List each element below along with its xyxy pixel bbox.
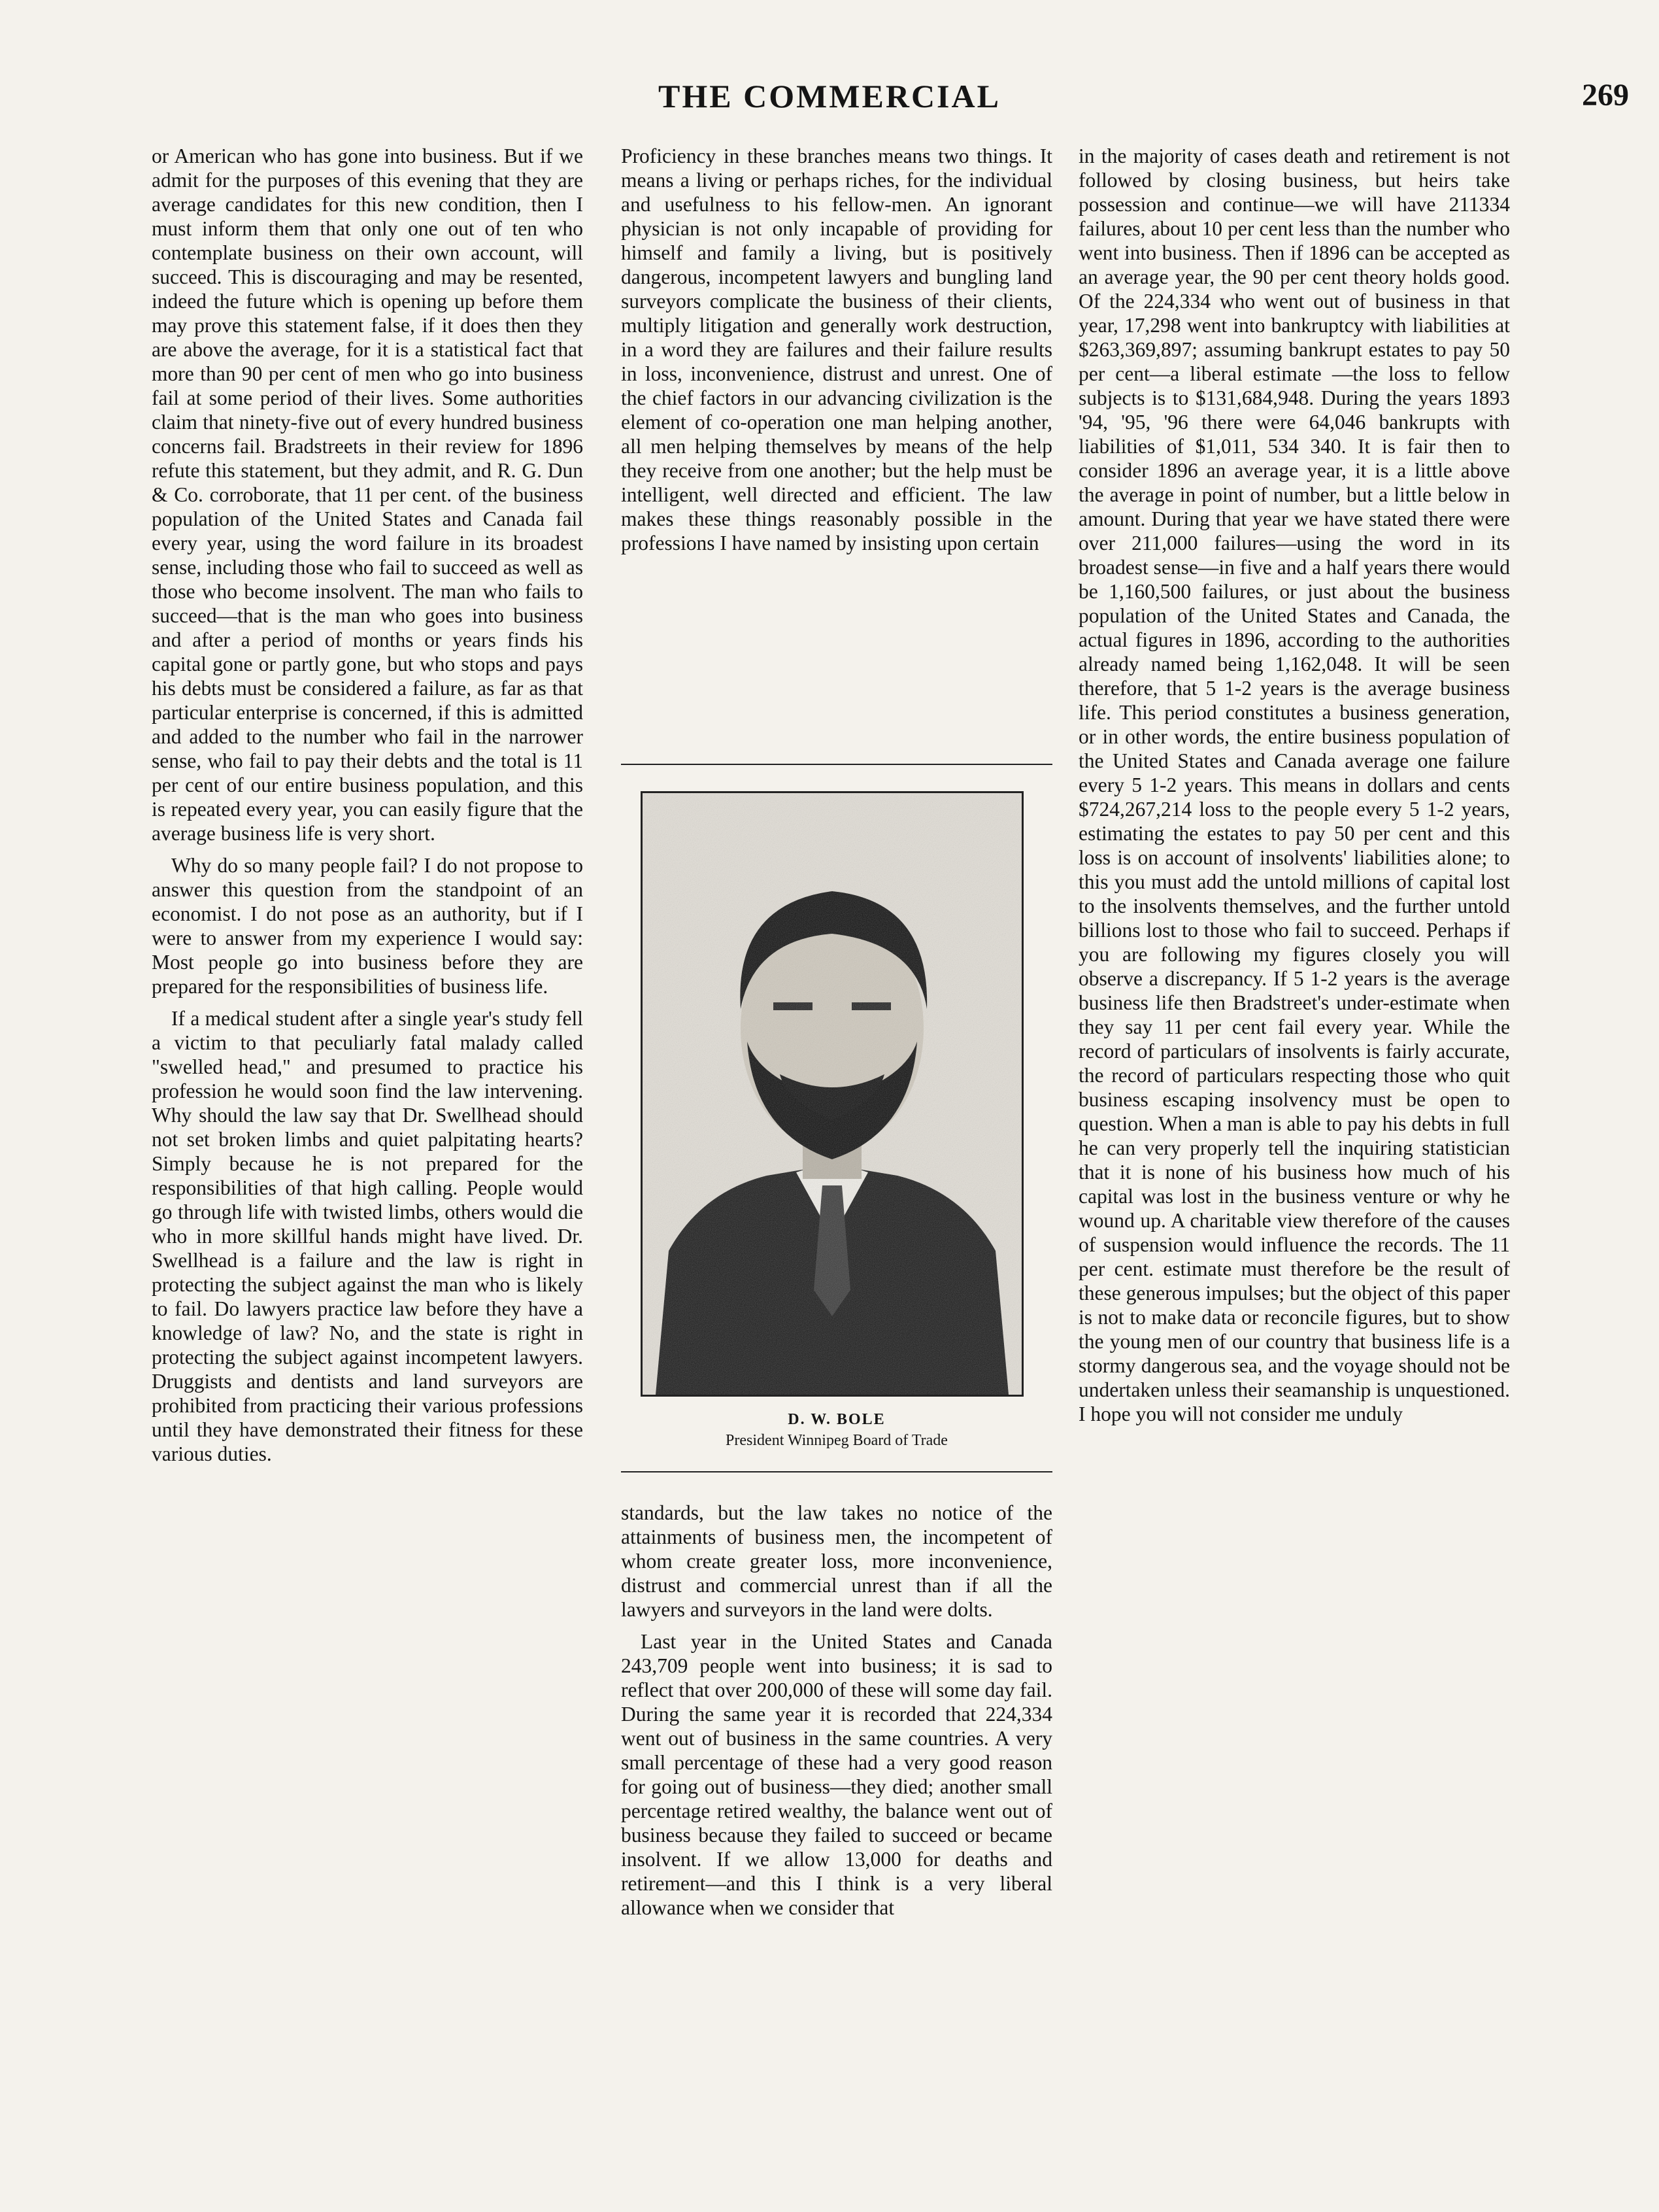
paragraph: Last year in the United States and Canada 243,709 people went into business; it is sad to reflect that over 200,000 of these will some day fail. During the same year it is recorded that 224,334 went out of business in the same countries. A very small percentage of these had a very good reason for going out of business—they died; another small percentage retired wealthy, the balance went out of business because they failed to succeed or became insolvent. If we allow 13,000 for deaths and retirement—and this I think is a very liberal allowance when we consider that xyxy=(621,1630,1052,1919)
paragraph: in the majority of cases death and retirement is not followed by closing business, but heirs take possession and continue—we will have 211334 failures, about 10 per cent less than the number who went into business. Then if 1896 can be accepted as an average year, the 90 per cent theory holds good. Of the 224,334 who went out of business in that year, 17,298 went into bankruptcy with liabilities at $263,369,897; assuming bankrupt estates to pay 50 per cent—a liberal estimate —the loss to fellow subjects is to $131,684,948. During the years 1893 '94, '95, '96 there were 64,046 bankrupts with liabilities of $1,011, 534 340. It is fair then to consider 1896 an average year, it is a little above the average in point of number, but a little below in amount. During that year we have stated there were over 211,000 failures—using the word in its broadest sense—in five and a half years there would be 1,160,500 failures, or just about the business population of the United States and Canada, the actual figures in 1896, according to the authorities already named being 1,162,048. It will be seen therefore, that 5 1-2 years is the average business life. This period constitutes a business generation, or in other words, the entire business population of the United States and Canada average one failure every 5 1-2 years. This means in dollars and cents $724,267,214 loss to the people every 5 1-2 years, estimating the estates to pay 50 per cent and this loss is on account of insolvents' liabilities alone; to this you must add the untold millions of capital lost to the insolvents themselves, and the further untold billions lost to those who fail to succeed. Perhaps if you are following my figures closely you will observe a discrepancy. If 5 1-2 years is the average business life then Bradstreet's under-estimate when they say 11 per cent fail every year. While the record of particulars of insolvents is fairly accurate, the record of particulars respecting those who quit business escaping insolvency must be open to question. When a man is able to pay his debts in full he can very properly tell the inquiring statistician that it is none of his business how much of his capital was lost in the business venture or why he wound up. A charitable view therefore of the causes of suspension would influence the records. The 11 per cent. estimate must therefore be the result of these generous impulses; but the object of this paper is not to make data or reconcile figures, but to show the young men of our country that business life is a stormy dangerous sea, and the voyage should not be undertaken unless their seamanship is unquestioned. I hope you will not consider me unduly xyxy=(1079,145,1510,1425)
paragraph: or American who has gone into business. But if we admit for the purposes of this evening that they are average candidates for this new condition, then I must inform them that only one out of ten who contemplate business on their own account, will succeed. This is discouraging and may be resented, indeed the future which is opening up before them may prove this statement false, if it does then they are above the average, for it is a statistical fact that more than 90 per cent of men who go into business fail at some period of their lives. Some authorities claim that ninety-five out of every hundred business concerns fail. Bradstreets in their review for 1896 refute this statement, but they admit, and R. G. Dun & Co. corroborate, that 11 per cent. of the business population of the United States and Canada fail every year, using the word failure in its broadest sense, including those who fail to succeed as well as those who become insolvent. The man who fails to succeed—that is the man who goes into business and after a period of months or years finds his capital gone or partly gone, but who stops and pays his debts must be considered a failure, as far as that particular enterprise is concerned, if this is admitted and added to the number who fail in the narrower sense, who fail to pay their debts and the total is 11 per cent of our entire business population, and this is repeated every year, you can easily figure that the average business life is very short. xyxy=(152,145,583,845)
divider-rule xyxy=(621,764,1052,765)
portrait-photo xyxy=(641,791,1024,1397)
column-1 xyxy=(152,144,583,1474)
divider-rule xyxy=(621,1471,1052,1472)
photo-caption xyxy=(621,1409,1052,1451)
page-number: 269 xyxy=(1582,78,1629,112)
column-2-top-text xyxy=(621,144,1052,563)
paragraph: If a medical student after a single year's study fell a victim to that peculiarly fatal malady called "swelled head," and presumed to practice his profession he would soon find the law intervening. Why should the law say that Dr. Swellhead should not set broken limbs and quiet palpitating hearts? Simply because he is not prepared for the responsibilities of that high calling. People would go through life with twisted limbs, others would die who in more skillful hands might have lived. Dr. Swellhead is a failure and the law is right in protecting the subject against the man who is likely to fail. Do lawyers practice law before they have a knowledge of law? No, and the state is right in protecting the subject against incompetent lawyers. Druggists and dentists and land surveyors are prohibited from practicing their various professions until they have demonstrated their fitness for these various duties. xyxy=(152,1007,583,1465)
column-3 xyxy=(1079,144,1510,1434)
publication-title: THE COMMERCIAL xyxy=(658,78,1001,114)
paragraph: Why do so many people fail? I do not propose to answer this question from the standpoint of an economist. I do not pose as an authority, but if I were to answer from my experience I would say: Most people go into business before they are prepared for the responsibilities of business life. xyxy=(152,854,583,998)
column-2-bottom-text xyxy=(621,1501,1052,1928)
paragraph: Proficiency in these branches means two things. It means a living or perhaps riches, for the individual and usefulness to his fellow-men. An ignorant physician is not only incapable of providing for himself and family a living, but is positively dangerous, incompetent lawyers and bungling land surveyors complicate the business of their clients, multiply litigation and generally work destruction, in a word they are failures and their failure results in loss, inconvenience, distrust and unrest. One of the chief factors in our advancing civilization is the element of co-operation one man helping another, all men helping themselves by means of the help they receive from one another; but the help must be intelligent, well directed and efficient. The law makes these things reasonably possible in the professions I have named by insisting upon certain xyxy=(621,145,1052,554)
caption-name: D. W. BOLE xyxy=(788,1411,886,1428)
caption-title: President Winnipeg Board of Trade xyxy=(726,1432,948,1449)
portrait-illustration xyxy=(643,793,1022,1395)
paragraph: standards, but the law takes no notice of the attainments of business men, the incompetent of whom create greater loss, more inconvenience, distrust and commercial unrest than if all the lawyers and surveyors in the land were dolts. xyxy=(621,1501,1052,1621)
